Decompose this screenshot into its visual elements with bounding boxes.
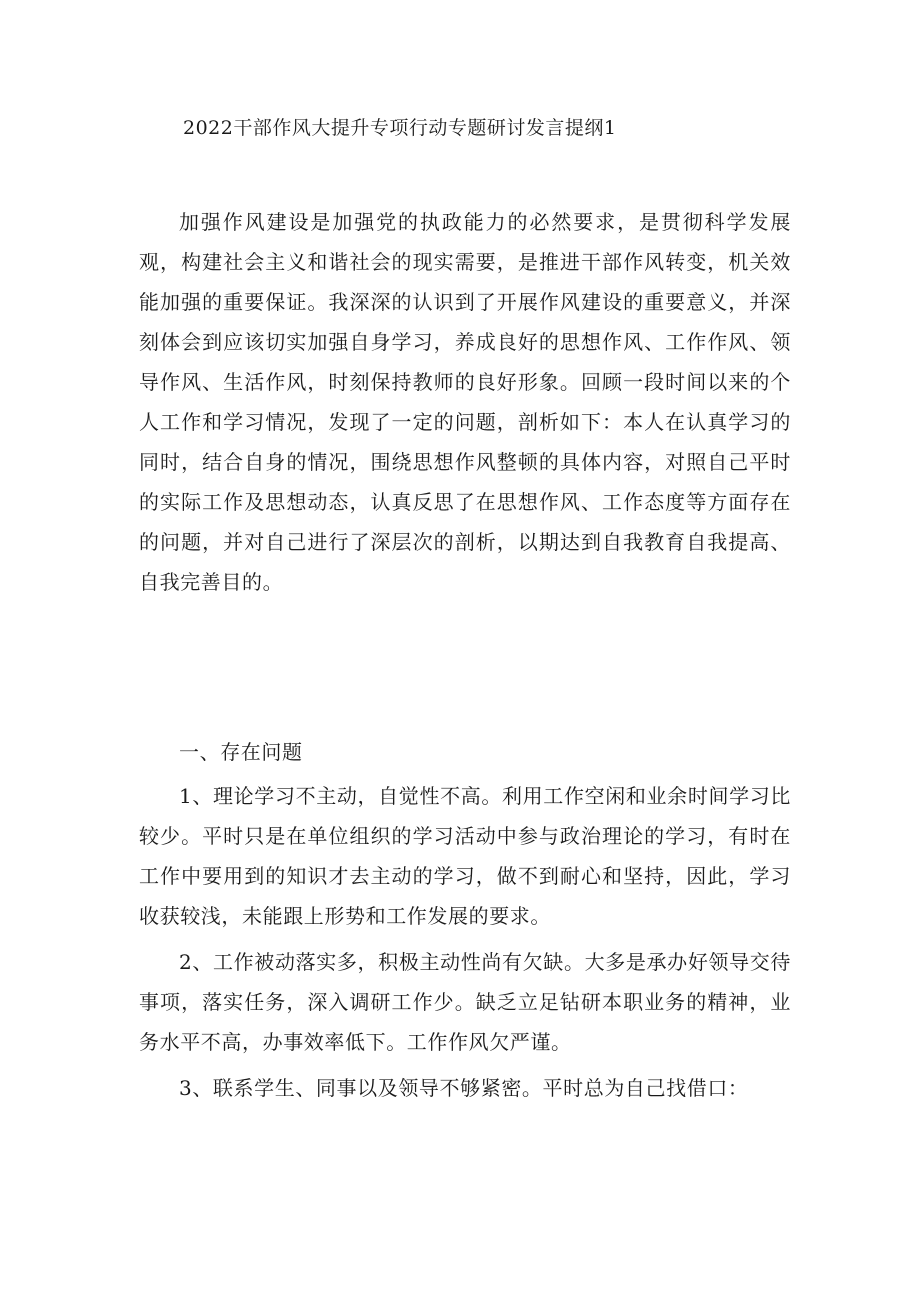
problem-item-3: 3、联系学生、同事以及领导不够紧密。平时总为自己找借口： — [179, 1076, 749, 1100]
intro-paragraph: 加强作风建设是加强党的执政能力的必然要求，是贯彻科学发展观，构建社会主义和谐社会的现实需要，是推进干部作风转变，机关效能加强的重要保证。我深深的认识到了开展作风建设的重要意义，并深刻体会到应该切实加强自身学习，养成良好的思想作风、工作作风、领导作风、生活作风，时刻保持教师的良好形象。回顾一段时间以来的个人工作和学习情况，发现了一定的问题，剖析如下：本人在认真学习的同时，结合自身的情况，围绕思想作风整顿的具体内容，对照自己平时的实际工作及思想动态，认真反思了在思想作风、工作态度等方面存在的问题，并对自己进行了深层次的剖析，以期达到自我教育自我提高、自我完善目的。 — [139, 210, 791, 594]
intro-block — [139, 202, 791, 602]
section-existing-problems — [139, 732, 791, 1114]
document-title: 2022干部作风大提升专项行动专题研讨发言提纲1 — [183, 117, 617, 139]
problem-item-2: 2、工作被动落实多，积极主动性尚有欠缺。大多是承办好领导交待事项，落实任务，深入调研工作少。缺乏立足钻研本职业务的精神，业务水平不高，办事效率低下。工作作风欠严谨。 — [139, 950, 791, 1054]
problem-item-1: 1、理论学习不主动，自觉性不高。利用工作空闲和业余时间学习比较少。平时只是在单位组织的学习活动中参与政治理论的学习，有时在工作中要用到的知识才去主动的学习，做不到耐心和坚持，因此，学习收获较浅，未能跟上形势和工作发展的要求。 — [139, 784, 791, 928]
section-heading: 一、存在问题 — [179, 740, 303, 764]
